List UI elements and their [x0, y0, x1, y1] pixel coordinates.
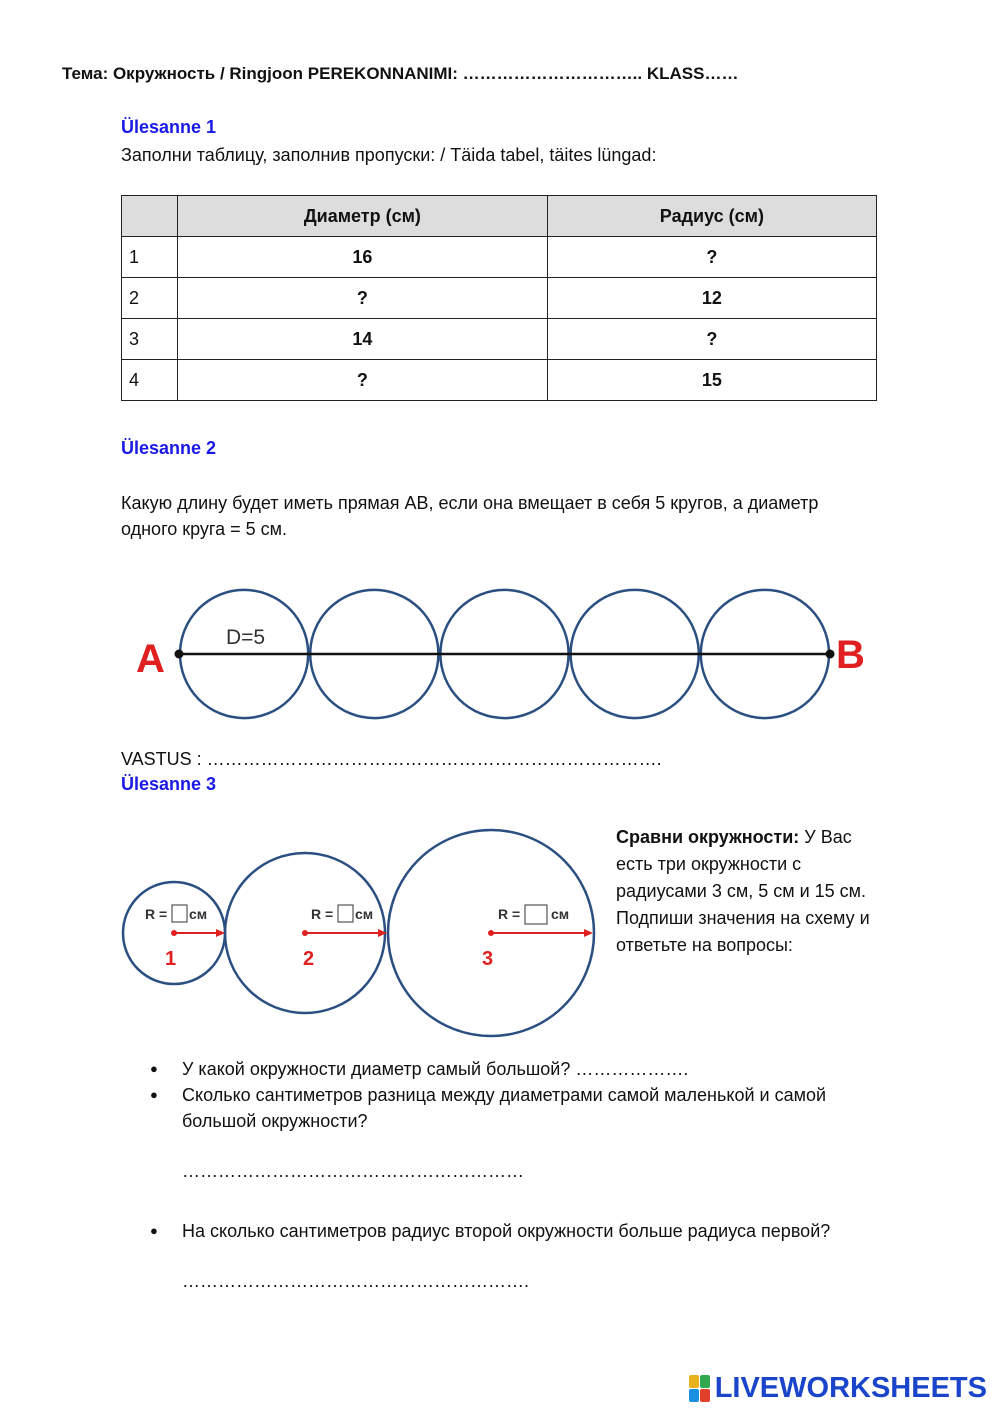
circle-label-3: 3 [482, 948, 494, 970]
row-number: 2 [122, 278, 178, 319]
worksheet-header: Тема: Окружность / Ringjoon PEREKONNANIMI: ………………………….. KLASS…… [62, 64, 739, 83]
r-unit-2: см [355, 906, 374, 922]
list-item [150, 1056, 870, 1082]
circle-label-2: 2 [303, 948, 315, 970]
task3-questions [150, 1056, 870, 1294]
point-a [175, 650, 184, 659]
diameter-cell: 16 [178, 237, 548, 278]
task3-description [616, 824, 876, 959]
point-b [826, 650, 835, 659]
task1-instruction: Заполни таблицу, заполнив пропуски: / Täida tabel, täites lüngad: [121, 145, 657, 165]
radius-cell: 15 [547, 360, 876, 401]
diameter-radius-table [121, 195, 877, 401]
row-number: 1 [122, 237, 178, 278]
logo-icon [689, 1375, 711, 1403]
arrowhead-3 [584, 929, 593, 937]
logo-text: LIVEWORKSHEETS [714, 1372, 987, 1404]
r-prefix-2: R = [311, 906, 334, 922]
question-2-answer-line[interactable]: ………………………………………………… [182, 1161, 524, 1181]
list-item [150, 1082, 870, 1184]
circle-label-1: 1 [165, 948, 177, 970]
table-header-diameter: Диаметр (см) [178, 196, 548, 237]
table-row [122, 237, 877, 278]
r-prefix-1: R = [145, 906, 168, 922]
task3-title: Ülesanne 3 [121, 774, 217, 794]
question-2-text: Сколько сантиметров разница между диаметрами самой маленькой и самой большой окружности? [182, 1085, 827, 1131]
liveworksheets-logo [689, 1372, 987, 1405]
table-row [122, 278, 877, 319]
task1-title: Ülesanne 1 [121, 117, 217, 137]
row-number: 4 [122, 360, 178, 401]
r-input-1[interactable] [172, 905, 187, 922]
task2-title: Ülesanne 2 [121, 438, 217, 458]
task3-bold-lead: Сравни окружности: [616, 827, 800, 847]
question-1-text: У какой окружности диаметр самый большой? ………………. [182, 1059, 689, 1079]
diameter-cell[interactable]: ? [178, 360, 548, 401]
three-circles-diagram [115, 825, 605, 1040]
radius-cell[interactable]: ? [547, 237, 876, 278]
radius-cell[interactable]: ? [547, 319, 876, 360]
diameter-cell[interactable]: ? [178, 278, 548, 319]
table-row [122, 360, 877, 401]
row-number: 3 [122, 319, 178, 360]
diameter-cell: 14 [178, 319, 548, 360]
label-b: B [836, 633, 865, 677]
label-a: A [136, 637, 165, 681]
task3-description-text: У Вас есть три окружности с радиусами 3 см, 5 см и 15 см. Подпиши значения на схему и ответьте на вопросы: [616, 827, 870, 955]
r-input-3[interactable] [525, 905, 547, 924]
r-unit-3: см [551, 906, 570, 922]
table-row [122, 319, 877, 360]
question-3-answer-line[interactable]: …………………………………………………. [182, 1271, 530, 1291]
question-3-text: На сколько сантиметров радиус второй окружности больше радиуса первой? [182, 1221, 831, 1241]
table-header-radius: Радиус (см) [547, 196, 876, 237]
task2-answer-line[interactable]: VASTUS : …………………………………………………………………. [121, 749, 662, 769]
radius-cell: 12 [547, 278, 876, 319]
table-header-index [122, 196, 178, 237]
arrowhead-1 [216, 929, 225, 937]
r-unit-1: см [189, 906, 208, 922]
table-header-row [122, 196, 877, 237]
five-circles-diagram [130, 578, 875, 728]
label-diameter: D=5 [226, 626, 266, 649]
list-item [150, 1218, 870, 1294]
task2-question: Какую длину будет иметь прямая АВ, если она вмещает в себя 5 кругов, а диаметр одного круга = 5 см. [121, 493, 819, 539]
r-prefix-3: R = [498, 906, 521, 922]
r-input-2[interactable] [338, 905, 353, 922]
